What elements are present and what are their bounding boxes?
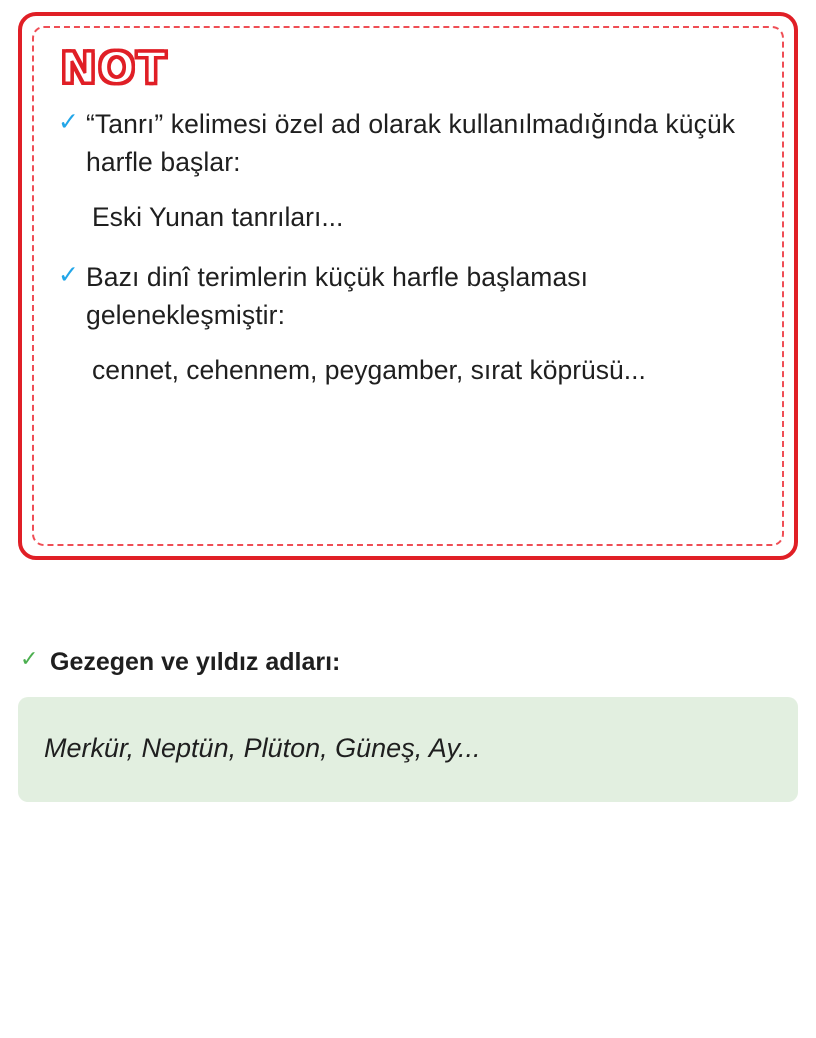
note-callout-box xyxy=(18,12,798,560)
section-planets xyxy=(18,646,798,802)
section-example-text: Merkür, Neptün, Plüton, Güneş, Ay... xyxy=(44,732,481,763)
section-example-box xyxy=(18,697,798,802)
note-item-2-example: cennet, cehennem, peygamber, sırat köprüsü... xyxy=(92,355,646,386)
note-title: NOT xyxy=(60,43,168,94)
section-title: Gezegen ve yıldız adları: xyxy=(50,648,341,676)
check-icon: ✓ xyxy=(58,260,79,290)
note-inner-dashed-frame xyxy=(32,26,784,546)
check-icon: ✓ xyxy=(20,647,39,672)
note-item-1 xyxy=(52,106,756,181)
section-heading xyxy=(20,646,798,679)
note-item-2-rule: Bazı dinî terimlerin küçük harfle başlaması gelenekleşmiştir: xyxy=(86,262,589,330)
check-icon: ✓ xyxy=(58,107,79,137)
note-item-2 xyxy=(52,259,756,334)
note-item-1-rule: “Tanrı” kelimesi özel ad olarak kullanılmadığında küçük harfle başlar: xyxy=(86,109,736,177)
note-item-1-example: Eski Yunan tanrıları... xyxy=(92,202,344,233)
